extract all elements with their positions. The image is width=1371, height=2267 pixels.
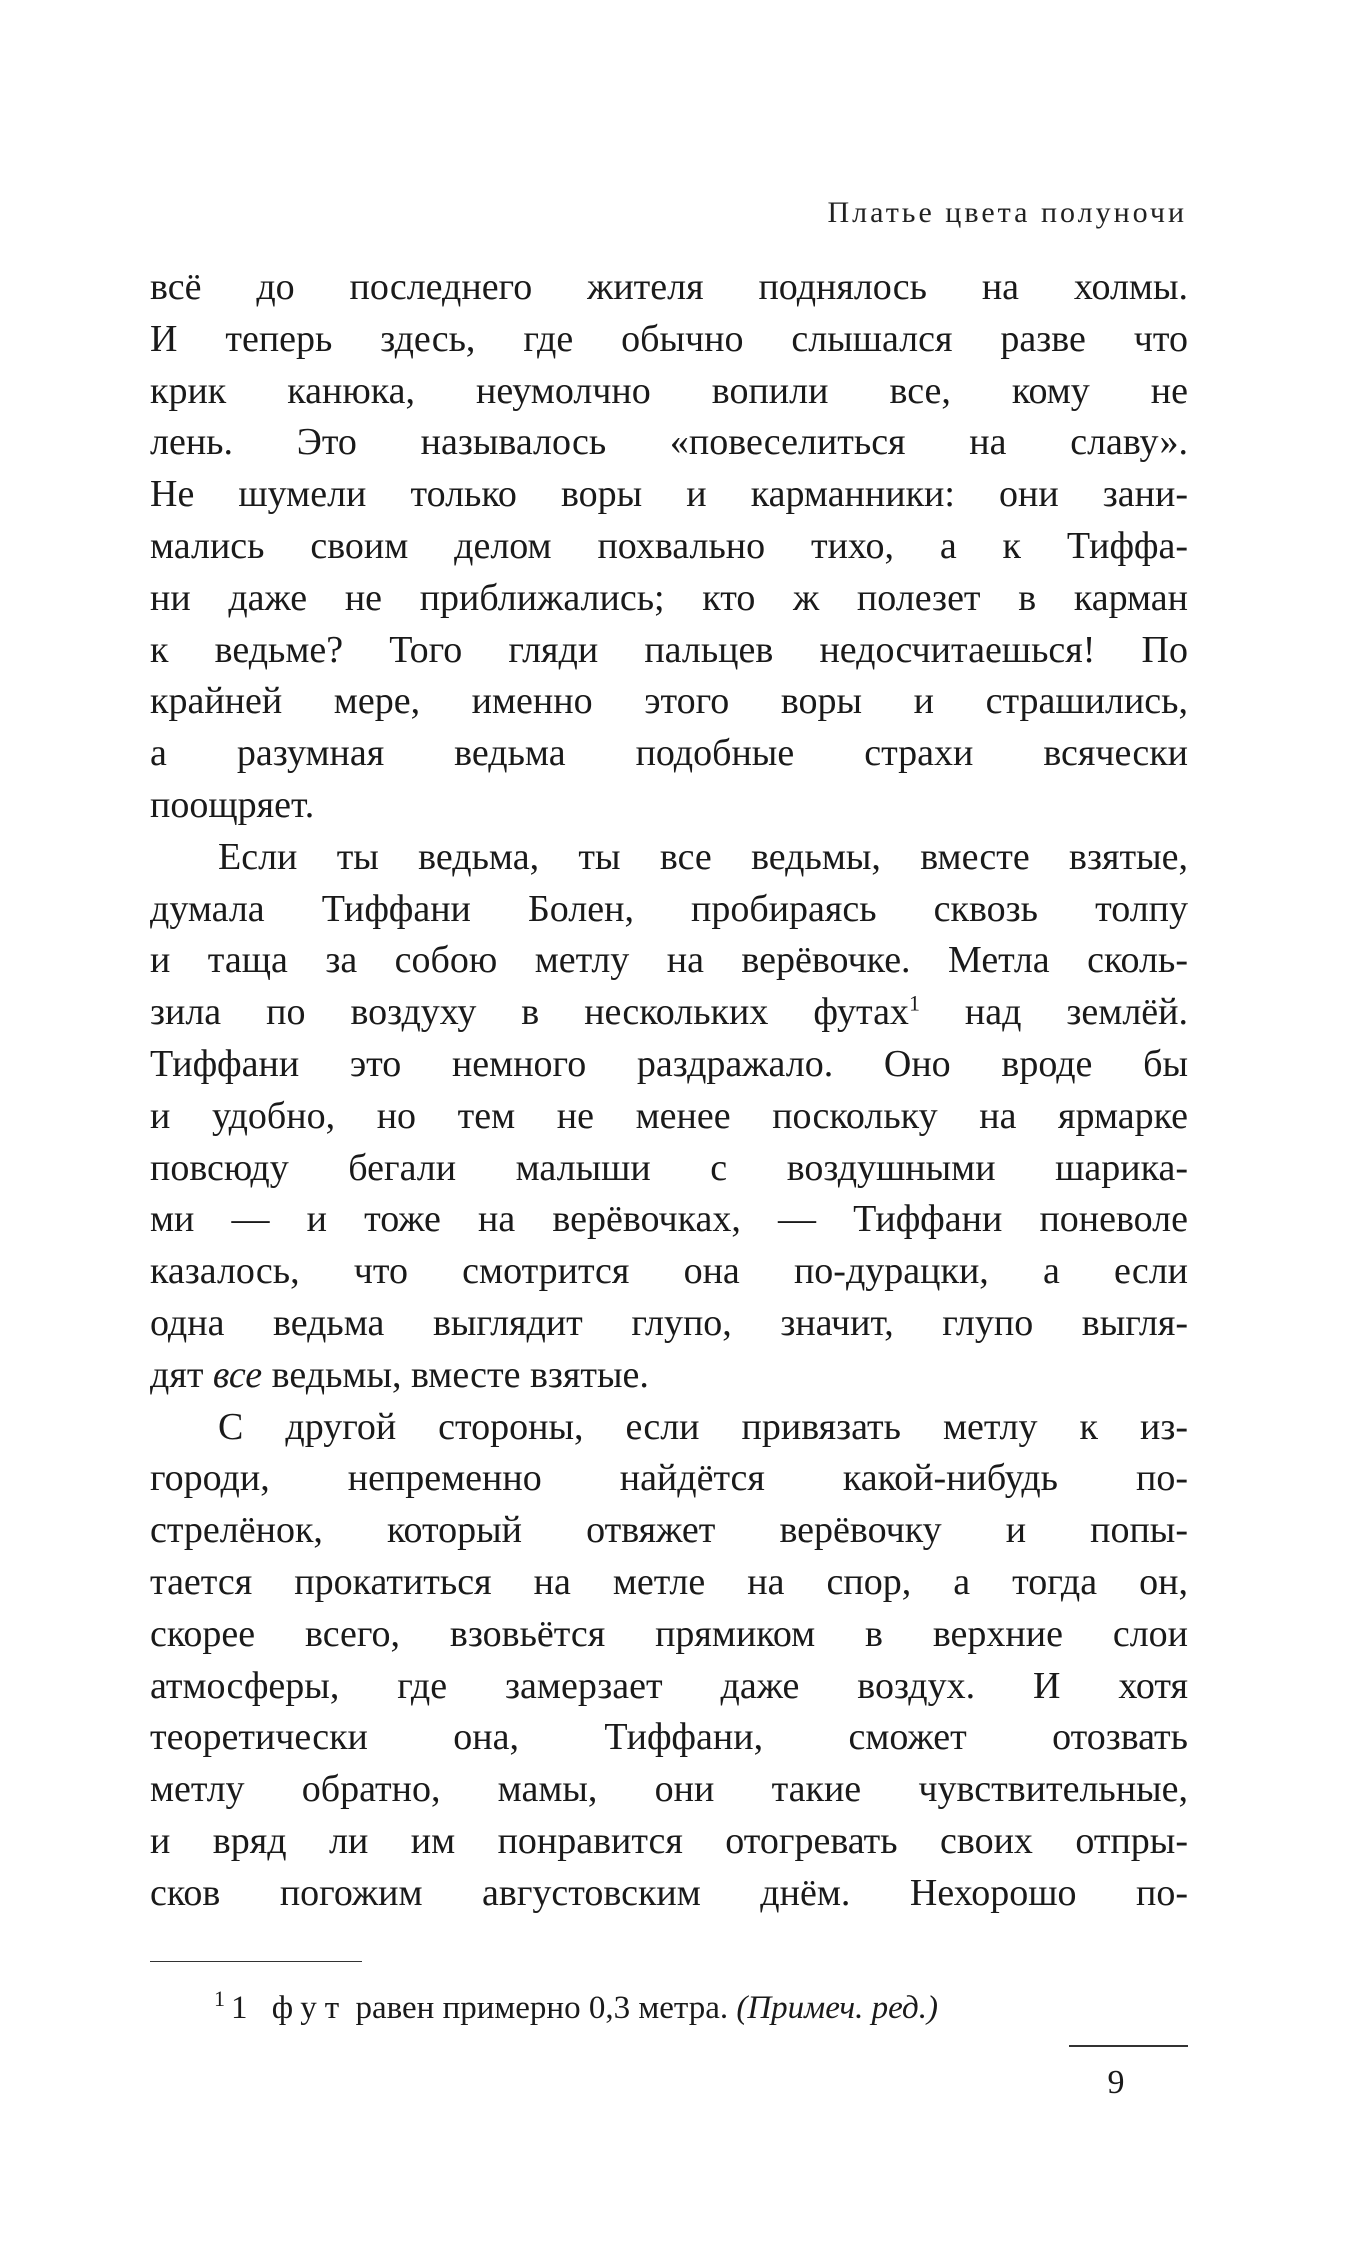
text-line: всё до последнего жителя поднялось на холмы. <box>150 266 1188 308</box>
footnote-divider <box>150 1961 362 1962</box>
text-line <box>150 987 1188 1039</box>
text-line: стрелёнок, который отвяжет верёвочку и попы- <box>150 1509 1188 1552</box>
text-line: атмосферы, где замерзает даже воздух. И хотя <box>150 1664 1188 1707</box>
text-line: метлу обратно, мамы, они такие чувствительные, <box>150 1768 1188 1811</box>
text-fragment: зила по воздуху в нескольких футах <box>150 991 909 1034</box>
text-line: Тиффани это немного раздражало. Оно вроде бы <box>150 1042 1188 1085</box>
body-text <box>150 262 1188 1920</box>
text-line: Если ты ведьма, ты все ведьмы, вместе взятые, <box>218 835 1188 878</box>
text-line: ми — и тоже на верёвочках, — Тиффани поневоле <box>150 1198 1188 1241</box>
footnote <box>214 1986 938 2030</box>
text-line: и вряд ли им понравится отогревать своих отпры- <box>150 1819 1188 1862</box>
text-line: ни даже не приближались; кто ж полезет в карман <box>150 576 1188 619</box>
page-number: 9 <box>1107 2064 1125 2101</box>
footnote-text: равен примерно 0,3 метра. <box>347 1990 737 2026</box>
text-line: казалось, что смотрится она по-дурацки, а если <box>150 1250 1188 1293</box>
text-line: одна ведьма выглядит глупо, значит, глупо выгля- <box>150 1301 1188 1344</box>
text-line: к ведьме? Того гляди пальцев недосчитаешься! По <box>150 628 1188 671</box>
text-line: повсюду бегали малыши с воздушными шарика- <box>150 1146 1188 1189</box>
text-line: крик канюка, неумолчно вопили все, кому не <box>150 369 1188 412</box>
text-line: лень. Это называлось «повеселиться на славу». <box>150 421 1188 464</box>
text-fragment: дят <box>150 1353 213 1396</box>
text-line: крайней мере, именно этого воры и страшились, <box>150 680 1188 723</box>
text-line: думала Тиффани Болен, пробираясь сквозь толпу <box>150 887 1188 930</box>
text-line: С другой стороны, если привязать метлу к из- <box>218 1405 1188 1448</box>
text-line: скорее всего, взовьётся прямиком в верхние слои <box>150 1612 1188 1655</box>
text-fragment: ведьмы, вместе взятые. <box>262 1353 649 1396</box>
emphasis-text: все <box>212 1353 263 1396</box>
text-line: Не шумели только воры и карманники: они зани- <box>150 473 1188 516</box>
text-line: И теперь здесь, где обычно слышался разве что <box>150 317 1188 360</box>
text-line <box>150 1350 1188 1402</box>
text-fragment: над землёй. <box>919 991 1188 1034</box>
footnote-editor-note: (Примеч. ред.) <box>736 1990 938 2026</box>
footnote-term: 1 фут <box>231 1990 348 2026</box>
text-line: городи, непременно найдётся какой-нибудь по- <box>150 1457 1188 1500</box>
text-line: и таща за собою метлу на верёвочке. Метла сколь- <box>150 939 1188 982</box>
running-head: Платье цвета полуночи <box>827 196 1187 229</box>
text-line: а разумная ведьма подобные страхи всячески <box>150 732 1188 775</box>
text-line: сков погожим августовским днём. Нехорошо по- <box>150 1871 1188 1914</box>
page-number-rule <box>1069 2045 1188 2047</box>
text-line: теоретически она, Тиффани, сможет отозвать <box>150 1716 1188 1759</box>
text-line: и удобно, но тем не менее поскольку на ярмарке <box>150 1094 1188 1137</box>
footnote-mark: 1 <box>214 1986 225 2011</box>
text-line: поощряет. <box>150 783 315 826</box>
footnote-reference: 1 <box>908 990 920 1016</box>
text-line: тается прокатиться на метле на спор, а тогда он, <box>150 1560 1188 1603</box>
text-line: мались своим делом похвально тихо, а к Тиффа- <box>150 524 1188 567</box>
